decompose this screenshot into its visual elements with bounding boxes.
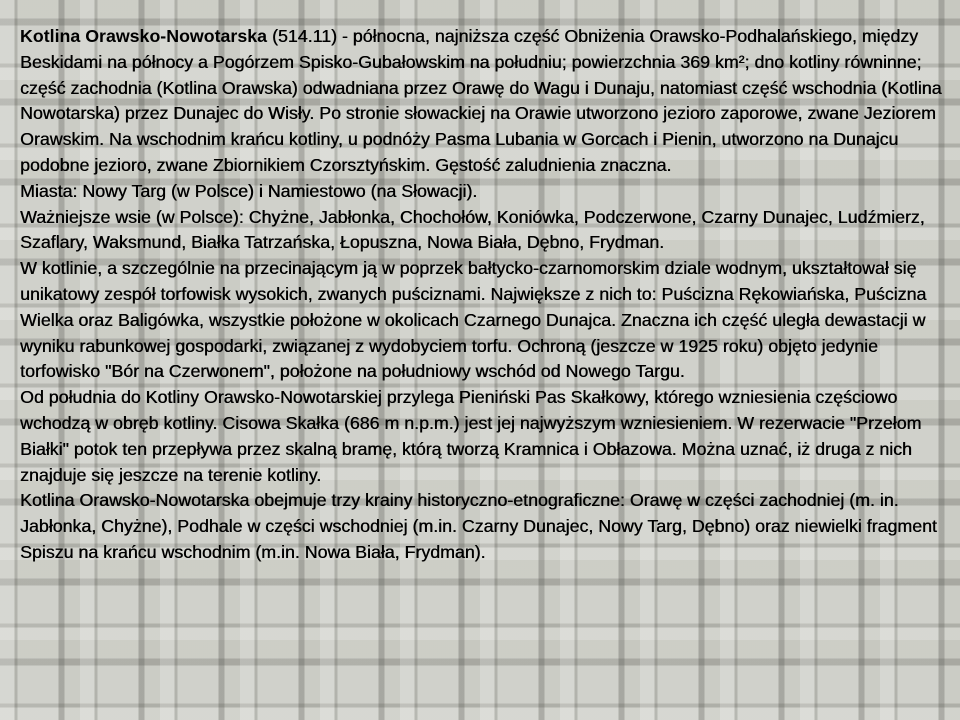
- paragraph-pas-skalkowy: Od południa do Kotliny Orawsko-Nowotarskiej przylega Pieniński Pas Skałkowy, którego wzniesienia częściowo wchodzą w obręb kotliny. Cisowa Skałka (686 m n.p.m.) jest jej najwyższym wzniesieniem. W rezerwacie "Przełom Białki" potok ten przepływa przez skalną bramę, którą tworzą Kramnica i Obłazowa. Można uznać, iż druga z nich znajduje się jeszcze na terenie kotliny.: [20, 387, 922, 485]
- slide-text-body: [20, 24, 950, 566]
- paragraph-krainy: Kotlina Orawsko-Nowotarska obejmuje trzy krainy historyczno-etnograficzne: Orawę w części zachodniej (m. in. Jabłonka, Chyżne), Podhale w części wschodniej (m.in. Czarny Dunajec, Nowy Targ, Dębno) oraz niewielki fragment Spiszu na krańcu wschodnim (m.in. Nowa Biała, Frydman).: [20, 490, 937, 562]
- intro-paragraph: [20, 24, 950, 179]
- paragraph-torfowiska: W kotlinie, a szczególnie na przecinającym ją w poprzek bałtycko-czarnomorskim dziale wodnym, ukształtował się unikatowy zespół torfowisk wysokich, zwanych puściznami. Największe z nich to: Puścizna Rękowiańska, Puścizna Wielka oraz Baligówka, wszystkie położone w okolicach Czarnego Dunajca. Znaczna ich część uległa dewastacji w wyniku rabunkowej gospodarki, związanej z wydobyciem torfu. Ochroną (jeszcze w 1925 roku) objęto jedynie torfowisko "Bór na Czerwonem", położone na południowy wschód od Nowego Targu.: [20, 258, 927, 382]
- paragraph-wsie: Ważniejsze wsie (w Polsce): Chyżne, Jabłonka, Chochołów, Koniówka, Podczerwone, Czarny Dunajec, Ludźmierz, Szaflary, Waksmund, Białka Tatrzańska, Łopuszna, Nowa Biała, Dębno, Frydman.: [20, 206, 925, 253]
- term-kotlina-orawsko-nowotarska: Kotlina Orawsko-Nowotarska: [20, 26, 268, 46]
- intro-text: (514.11) - północna, najniższa część Obniżenia Orawsko-Podhalańskiego, między Beskidami na północy a Pogórzem Spisko-Gubałowskim na południu; powierzchnia 369 km²; dno kotliny równinne; część zachodnia (Kotlina Orawska) odwadniana przez Orawę do Wagu i Dunaju, natomiast część wschodnia (Kotlina Nowotarska) przez Dunajec do Wisły. Po stronie słowackiej na Orawie utworzono jezioro zaporowe, zwane Jeziorem Orawskim. Na wschodnim krańcu kotliny, u podnóży Pasma Lubania w Gorcach i Pienin, utworzono na Dunajcu podobne jezioro, zwane Zbiornikiem Czorsztyńskim. Gęstość zaludnienia znaczna.: [20, 26, 942, 175]
- paragraph-miasta: Miasta: Nowy Targ (w Polsce) i Namiestowo (na Słowacji).: [20, 180, 478, 201]
